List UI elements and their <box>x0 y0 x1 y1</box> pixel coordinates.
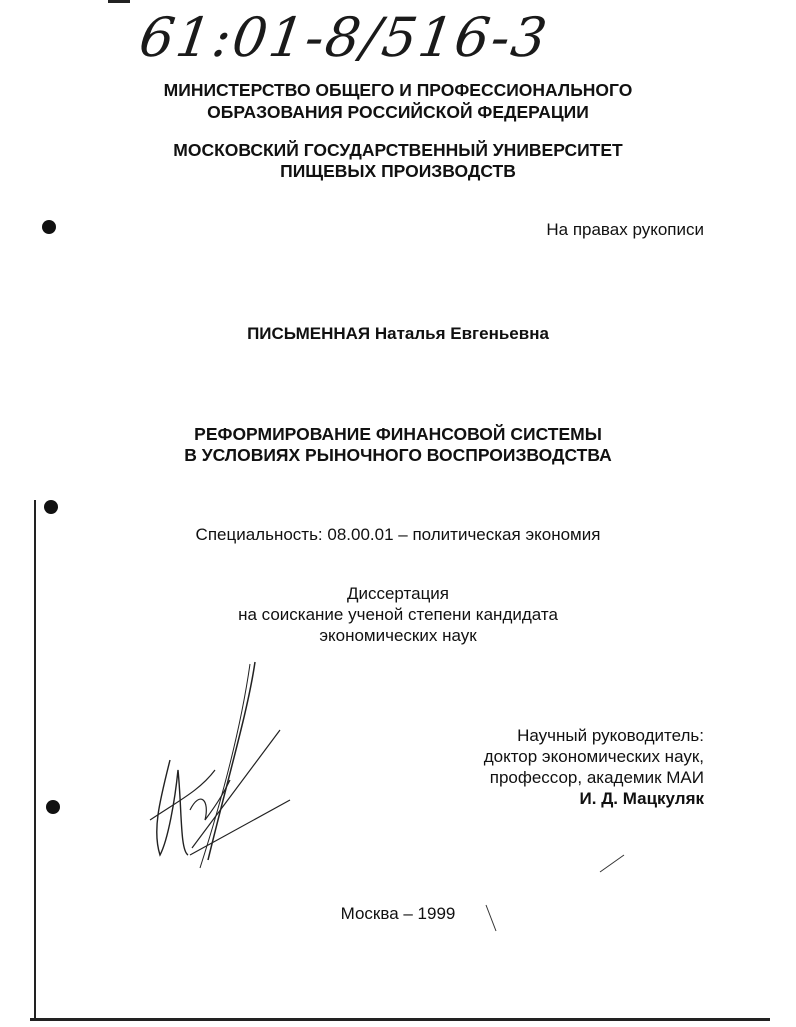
scan-margin-line <box>34 500 36 1020</box>
binding-hole-mark <box>42 220 56 234</box>
supervisor-label: Научный руководитель: <box>517 726 704 745</box>
author-given-names: Наталья Евгеньевна <box>374 324 549 343</box>
university-line-2: ПИЩЕВЫХ ПРОИЗВОДСТВ <box>280 161 516 181</box>
supervisor-rank: профессор, академик МАИ <box>489 768 704 787</box>
binding-hole-mark <box>44 500 58 514</box>
ministry-line-2: ОБРАЗОВАНИЯ РОССИЙСКОЙ ФЕДЕРАЦИИ <box>207 102 589 122</box>
handwritten-catalog-number: 61:01-8/516-3 <box>135 6 553 69</box>
pen-mark <box>484 903 500 935</box>
scan-bottom-line <box>30 1018 770 1021</box>
binding-hole-mark <box>46 800 60 814</box>
author-name <box>0 323 796 344</box>
university-line-1: МОСКОВСКИЙ ГОСУДАРСТВЕННЫЙ УНИВЕРСИТЕТ <box>173 140 623 160</box>
signature-scribble <box>130 650 310 880</box>
dissertation-title-line-2: В УСЛОВИЯХ РЫНОЧНОГО ВОСПРОИЗВОДСТВА <box>184 445 612 465</box>
manuscript-note: На правах рукописи <box>546 220 704 239</box>
dissertation-line-1: Диссертация <box>346 584 450 603</box>
author-surname: ПИСЬМЕННАЯ <box>247 324 371 343</box>
place-and-year: Москва – 1999 <box>340 904 456 923</box>
dissertation-line-2: на соискание ученой степени кандидата <box>238 605 558 624</box>
dissertation-line-3: экономических наук <box>319 626 477 645</box>
scan-edge-mark <box>108 0 130 3</box>
supervisor-degree: доктор экономических наук, <box>483 747 704 766</box>
pen-mark <box>598 852 628 874</box>
dissertation-title-line-1: РЕФОРМИРОВАНИЕ ФИНАНСОВОЙ СИСТЕМЫ <box>194 424 602 444</box>
supervisor-name: И. Д. Мацкуляк <box>579 789 704 808</box>
ministry-line-1: МИНИСТЕРСТВО ОБЩЕГО И ПРОФЕССИОНАЛЬНОГО <box>163 80 633 100</box>
specialty: Специальность: 08.00.01 – политическая экономия <box>195 525 601 544</box>
